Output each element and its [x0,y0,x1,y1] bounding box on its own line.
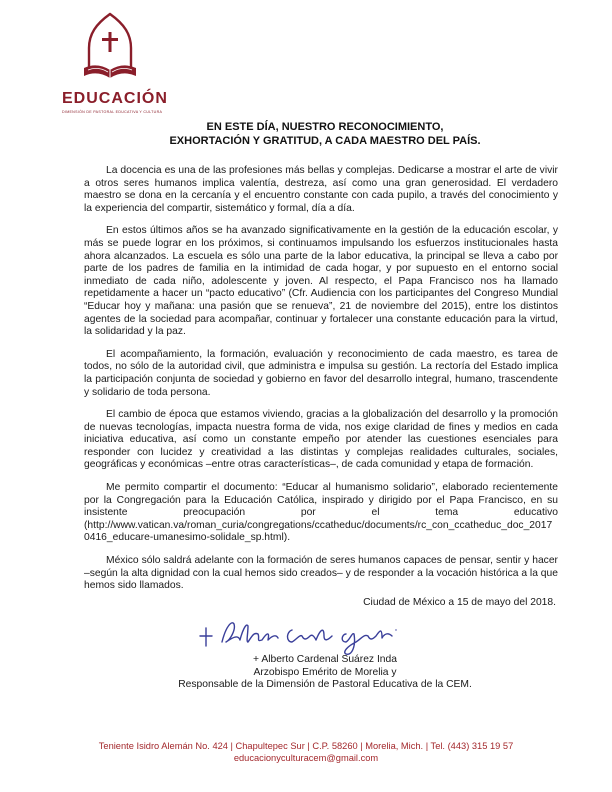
letter-heading [140,120,510,148]
paragraph-3: El acompañamiento, la formación, evaluación y reconocimiento de cada maestro, es tarea de todos, no sólo de la autoridad civil, que administra e impulsa su gestión. La rectoría del Estado implica la participación conjunta de sociedad y gobierno en favor del desarrollo integral, humano, trascendente y solidario de toda persona. [84,348,558,398]
paragraph-2: En estos últimos años se ha avanzado significativamente en la gestión de la educación escolar, y más se puede lograr en los próximos, si continuamos impulsando los esfuerzos institucionales hasta ahora alcanzados. La escuela es sólo una parte de la labor educativa, la principal se lleva a cabo por parte de los padres de familia en la intimidad de cada hogar, y por supuesto en el entorno social inmediato de cada niño, adolescente y joven. Al respecto, el Papa Francisco nos ha llamado repetidamente a hacer un “pacto educativo” (Cfr. Audiencia con los participantes del Congreso Mundial “Educar hoy y mañana: una pasión que se renueva”, 21 de noviembre del 2015), entre los distintos agentes de la sociedad para acompañar, continuar y fortalecer una constante educación para la virtud, la solidaridad y la paz. [84,225,558,338]
logo-subtitle: DIMENSIÓN DE PASTORAL EDUCATIVA Y CULTURA [62,110,163,114]
footer [0,740,612,764]
footer-address: Teniente Isidro Alemán No. 424 | Chapultepec Sur | C.P. 58260 | Morelia, Mich. | Tel. (443) 315 19 57 [98,741,514,751]
signer-block [150,654,500,692]
letter-date: Ciudad de México a 15 de mayo del 2018. [363,597,556,608]
footer-email[interactable]: educacionyculturacem@gmail.com [233,753,379,763]
paragraph-5-link: (http://www.vatican.va/roman_curia/congregations/ccatheduc/documents/rc_con_ccatheduc_doc_2017 0416_educare-umanesimo-solidale_sp.html). [84,519,553,544]
paragraph-5-text: Me permito compartir el documento: “Educar al humanismo solidario”, elaborado recientemente por la Congregación para la Educación Católica, inspirado y dirigido por el Papa Francisco, en su insistente preocupación por el tema educativo [84,482,558,519]
signer-title: Arzobispo Emérito de Morelia y [253,666,397,678]
paragraph-5 [84,482,558,520]
paragraph-6: México sólo saldrá adelante con la formación de seres humanos capaces de pensar, sentir y hacer –según la alta dignidad con la cual hemos sido creados– y de responder a la vocación histórica a la que hemos sido llamados. [84,555,558,592]
logo-wordmark: EDUCACIÓN [62,90,168,107]
paragraph-1: La docencia es una de las profesiones más bellas y complejas. Dedicarse a mostrar el arte de vivir a otros seres humanos implica valentía, destreza, así como una gran generosidad. El verdadero maestro se dona en la cercanía y el encuentro constante con cada pupilo, a través del conocimiento y la experiencia del compartir, sistemático y formal, día a día. [84,165,558,214]
letter-body [84,165,558,593]
heading-line-2: EXHORTACIÓN Y GRATITUD, A CADA MAESTRO DEL PAÍS. [169,135,481,147]
paragraph-4: El cambio de época que estamos viviendo, gracias a la globalización del desarrollo y la promoción de nuevas tecnologías, impacta nuestra forma de vida, nos exige claridad de fines y medios en cada iniciativa educativa, así como un constante empeño por atender las cuestiones esenciales para responder con lucidez y creatividad a las distintas y complejas realidades culturales, sociales, geográficas y económicas –entre otras características–, de cada comunidad y etapa de formación. [84,409,558,471]
heading-line-1: EN ESTE DÍA, NUESTRO RECONOCIMIENTO, [206,121,444,133]
church-book-icon [80,10,140,88]
signer-role: Responsable de la Dimensión de Pastoral Educativa de la CEM. [178,679,472,691]
handwritten-signature [196,612,416,658]
signer-name: + Alberto Cardenal Suárez Inda [253,654,397,665]
logo [62,10,168,120]
